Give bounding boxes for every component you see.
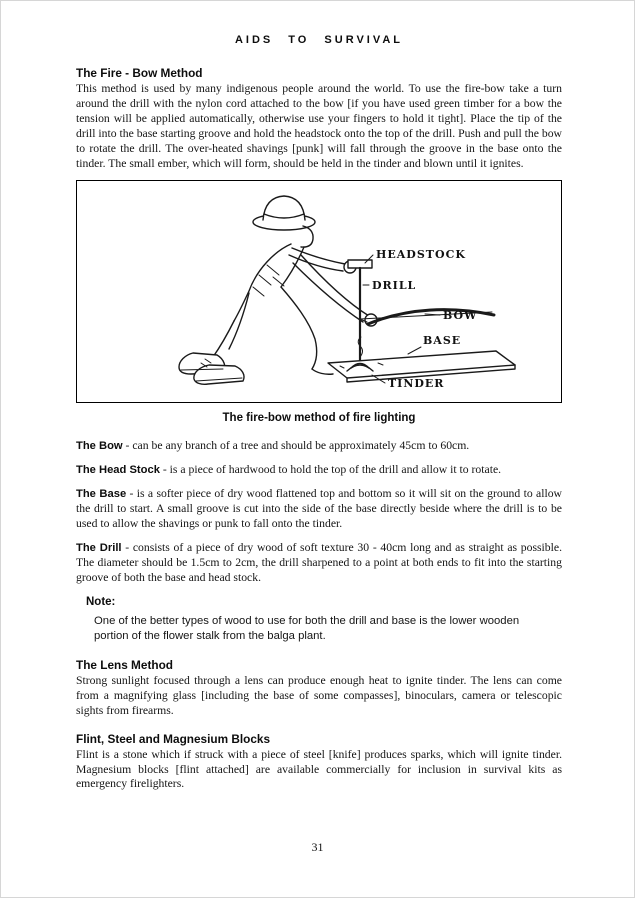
definition-bow-text: - can be any branch of a tree and should be approximately 45cm to 60cm. xyxy=(122,439,470,453)
definition-drill-term: The Drill xyxy=(76,541,122,554)
section-heading-fire-bow: The Fire - Bow Method xyxy=(76,66,203,80)
figure-label-tinder: TINDER xyxy=(388,377,445,391)
definition-bow xyxy=(76,439,562,454)
definition-base-term: The Base xyxy=(76,488,127,501)
kneeling-man xyxy=(179,196,377,384)
paragraph-flint: Flint is a stone which if struck with a piece of steel [knife] produces sparks, which will ignite tinder. Magnesium blocks [flint attached] are available commercially for inclusion in survival kits as emergency firelighters. xyxy=(76,747,562,791)
figure-label-drill: DRILL xyxy=(372,279,417,293)
definition-drill xyxy=(76,541,562,586)
definition-base-text: - is a softer piece of dry wood flattened top and bottom so it will sit on the ground to allow the drill to start. A small groove is cut into the side of the base directly beside where the drill is to be used to allow the shavings or punk to fall onto the tinder. xyxy=(76,487,562,531)
figure-label-base: BASE xyxy=(423,334,462,348)
head xyxy=(301,226,313,247)
figure-label-bow: BOW xyxy=(443,309,478,323)
section-heading-flint: Flint, Steel and Magnesium Blocks xyxy=(76,731,271,746)
running-header: AIDS TO SURVIVAL xyxy=(234,34,404,46)
definitions-list xyxy=(76,439,562,585)
note-label: Note: xyxy=(86,595,116,608)
paragraph-fire-bow: This method is used by many indigenous people around the world. To use the fire-bow take a turn around the drill with the nylon cord attached to the bow [if you have used green timber for a bow the tension will be applied automatically, otherwise use your fingers to hold it tight]. Place the tip of the drill into the base starting groove and hold the headstock onto the top of the drill. Push and pull the bow to rotate the drill. The over-heated shavings [punk] will fall through the groove in the base onto the tinder. The small ember, which will form, should be held in the tinder and blown until it ignites. xyxy=(76,82,562,170)
note-text: One of the better types of wood to use for both the drill and base is the lower wooden portion of the flower stalk from the balga plant. xyxy=(94,614,520,643)
figure-caption: The fire-bow method of fire lighting xyxy=(222,412,416,425)
definition-head-stock-term: The Head Stock xyxy=(76,464,160,477)
section-heading-lens: The Lens Method xyxy=(76,657,173,672)
paragraph-lens: Strong sunlight focused through a lens can produce enough heat to ignite tinder. The lens can come from a magnifying glass [including the base of some compasses], binoculars, camera or telescopic sights from firearms. xyxy=(76,673,562,717)
boots xyxy=(179,353,244,384)
headstock-block xyxy=(348,260,372,268)
definition-drill-text: - consists of a piece of dry wood of soft texture 30 - 40cm long and as straight as possible. The diameter should be 1.5cm to 2cm, the drill sharpened to a point at both ends to fit into the starting groove of both the base and head stock. xyxy=(76,540,562,584)
definition-base xyxy=(76,487,562,532)
fire-bow-illustration xyxy=(77,181,560,401)
fire-bow-figure xyxy=(76,180,562,403)
page-content xyxy=(76,1,562,792)
hat-icon xyxy=(253,196,315,230)
definition-head-stock xyxy=(76,463,562,478)
page-number: 31 xyxy=(311,840,324,854)
definition-bow-term: The Bow xyxy=(76,440,123,453)
definition-head-stock-text: - is a piece of hardwood to hold the top of the drill and allow it to rotate. xyxy=(159,463,502,477)
figure-label-headstock: HEADSTOCK xyxy=(376,248,466,262)
